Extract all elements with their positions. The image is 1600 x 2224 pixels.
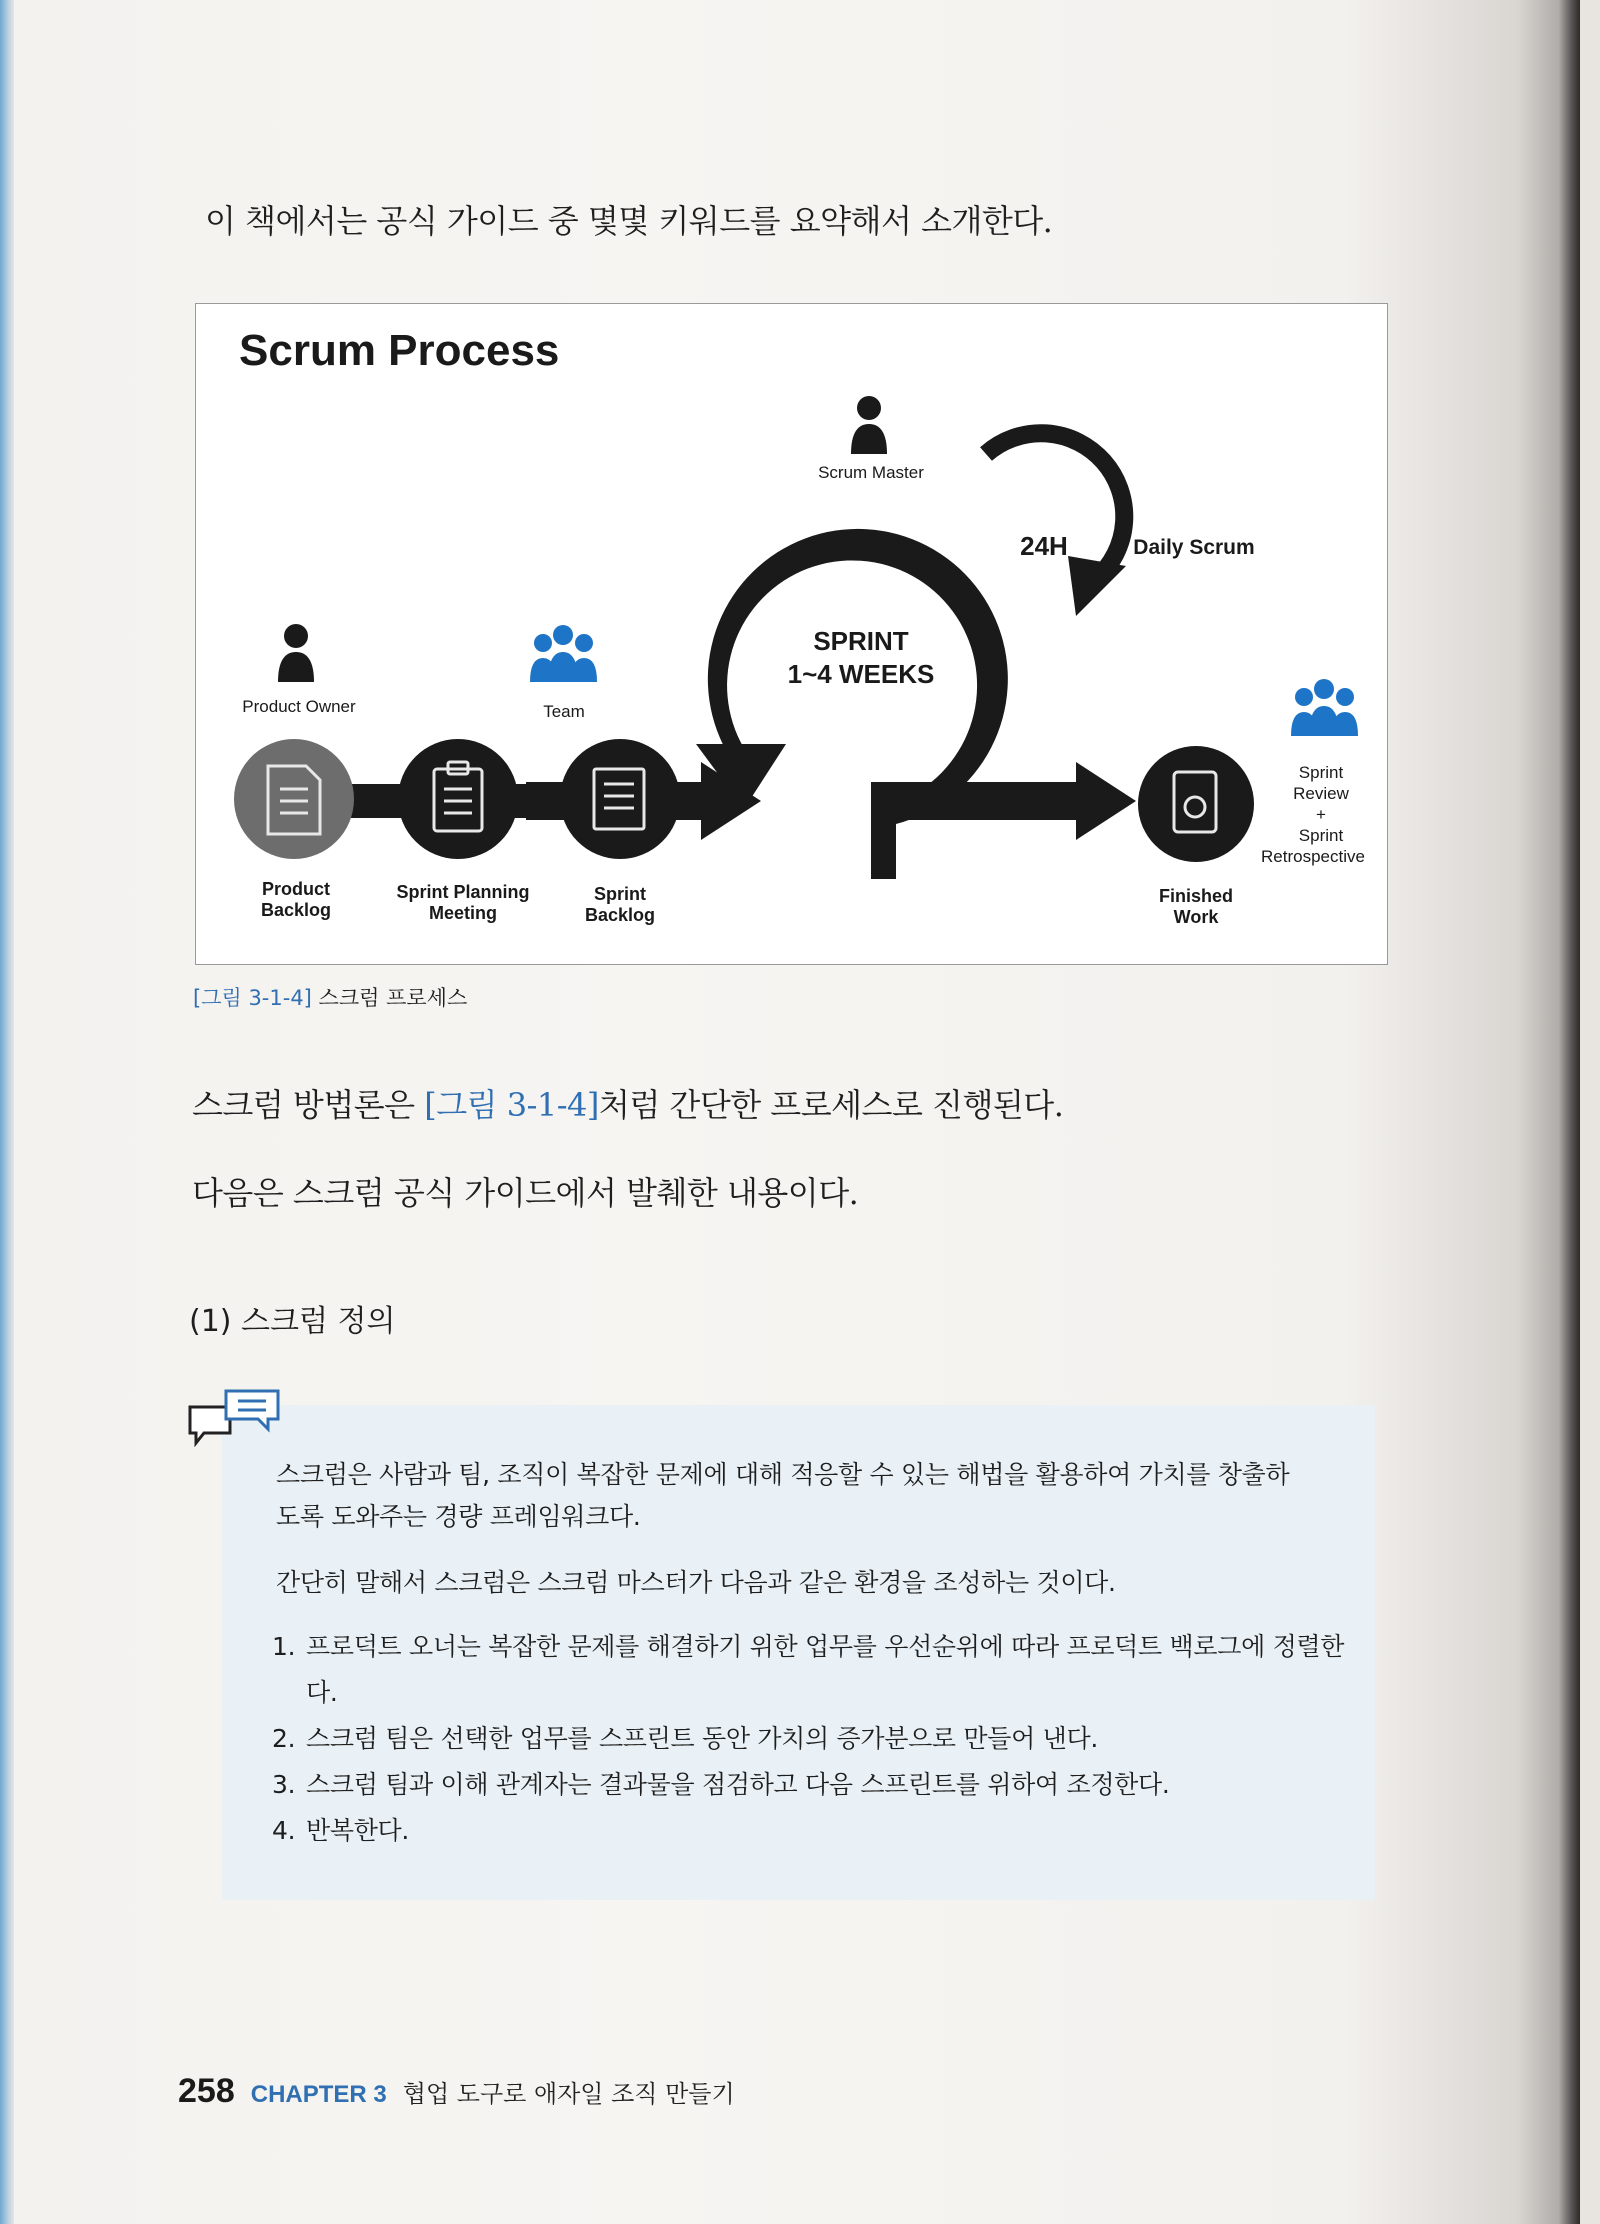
list-number: 4. (272, 1816, 296, 1845)
review-line-1: Sprint (1298, 763, 1344, 782)
callout-line-3: 간단히 말해서 스크럼은 스크럼 마스터가 다음과 같은 환경을 조성하는 것이다. (276, 1568, 1116, 1597)
chat-bubbles-icon (186, 1385, 282, 1447)
chapter-label: CHAPTER 3 (250, 2081, 387, 2108)
review-line-3: + (1316, 805, 1326, 824)
team-icon (530, 625, 597, 682)
paragraph-2: 다음은 스크럼 공식 가이드에서 발췌한 내용이다. (192, 1174, 859, 1212)
scrum-process-figure (195, 303, 1388, 965)
sprint-duration-label: 1~4 WEEKS (787, 659, 935, 689)
sprint-label: SPRINT (813, 626, 909, 656)
scrum-master-icon (851, 396, 887, 454)
finished-work-circle (1138, 746, 1254, 862)
numbered-list (272, 1624, 1386, 1854)
review-line-2: Review (1293, 784, 1349, 803)
figure-title: Scrum Process (239, 326, 560, 375)
page-footer (178, 2072, 735, 2111)
caption-number: [그림 3-1-4] (193, 986, 312, 1010)
review-line-5: Retrospective (1261, 847, 1365, 866)
page-spine-shadow (1558, 0, 1580, 2224)
sprint-backlog-circle (560, 739, 680, 859)
review-team-icon (1291, 679, 1358, 736)
callout-line-1: 스크럼은 사람과 팀, 조직이 복잡한 문제에 대해 적응할 수 있는 해법을 활용하여 가치를 창출하 (276, 1460, 1290, 1489)
scrum-master-label: Scrum Master (818, 463, 924, 482)
paragraph-1 (192, 1080, 1063, 1126)
figure-caption (193, 982, 467, 1012)
section-heading: (1) 스크럼 정의 (189, 1304, 396, 1339)
chapter-title: 협업 도구로 애자일 조직 만들기 (402, 2080, 735, 2108)
page-number: 258 (178, 2072, 235, 2110)
list-text: 반복한다. (306, 1816, 410, 1845)
product-owner-label: Product Owner (242, 697, 356, 716)
paragraph-1-end: 처럼 간단한 프로세스로 진행된다. (598, 1086, 1064, 1124)
list-number: 2. (272, 1724, 296, 1753)
list-text: 프로덕트 오너는 복잡한 문제를 해결하기 위한 업무를 우선순위에 따라 프로덕트 백로그에 정렬한다. (306, 1632, 1345, 1707)
sprint-planning-circle (398, 739, 518, 859)
list-item (272, 1808, 1386, 1854)
daily-scrum-label: Daily Scrum (1133, 536, 1255, 559)
list-text: 스크럼 팀은 선택한 업무를 스프린트 동안 가치의 증가분으로 만들어 낸다. (306, 1724, 1098, 1753)
callout-line-2: 도록 도와주는 경량 프레임워크다. (276, 1502, 641, 1531)
list-number: 3. (272, 1770, 296, 1799)
caption-text: 스크럼 프로세스 (311, 986, 468, 1010)
product-backlog-circle (234, 739, 354, 859)
product-backlog-label: Product Backlog (260, 879, 332, 920)
figure-reference: [그림 3-1-4] (424, 1086, 599, 1124)
intro-paragraph: 이 책에서는 공식 가이드 중 몇몇 키워드를 요약해서 소개한다. (205, 202, 1053, 240)
list-number: 1. (272, 1632, 296, 1661)
list-text: 스크럼 팀과 이해 관계자는 결과물을 점검하고 다음 스프린트를 위하여 조정한다. (306, 1770, 1170, 1799)
page-edge-left (0, 0, 14, 2224)
paragraph-1-start: 스크럼 방법론은 (192, 1086, 425, 1124)
sprint-loop (708, 529, 1008, 879)
list-item (272, 1716, 1386, 1762)
output-arrow-head (1076, 762, 1136, 840)
daily-loop-arrowhead (1068, 556, 1126, 616)
list-item (272, 1762, 1386, 1808)
product-owner-icon (278, 624, 314, 682)
sprint-backlog-label: Sprint Backlog (584, 884, 656, 925)
finished-work-label: Finished Work (1158, 886, 1233, 927)
list-item (272, 1624, 1386, 1716)
sprint-planning-label: Sprint Planning Meeting (396, 882, 530, 923)
daily-24h-label: 24H (1020, 531, 1068, 561)
team-label: Team (543, 702, 585, 721)
review-line-4: Sprint (1298, 826, 1344, 845)
